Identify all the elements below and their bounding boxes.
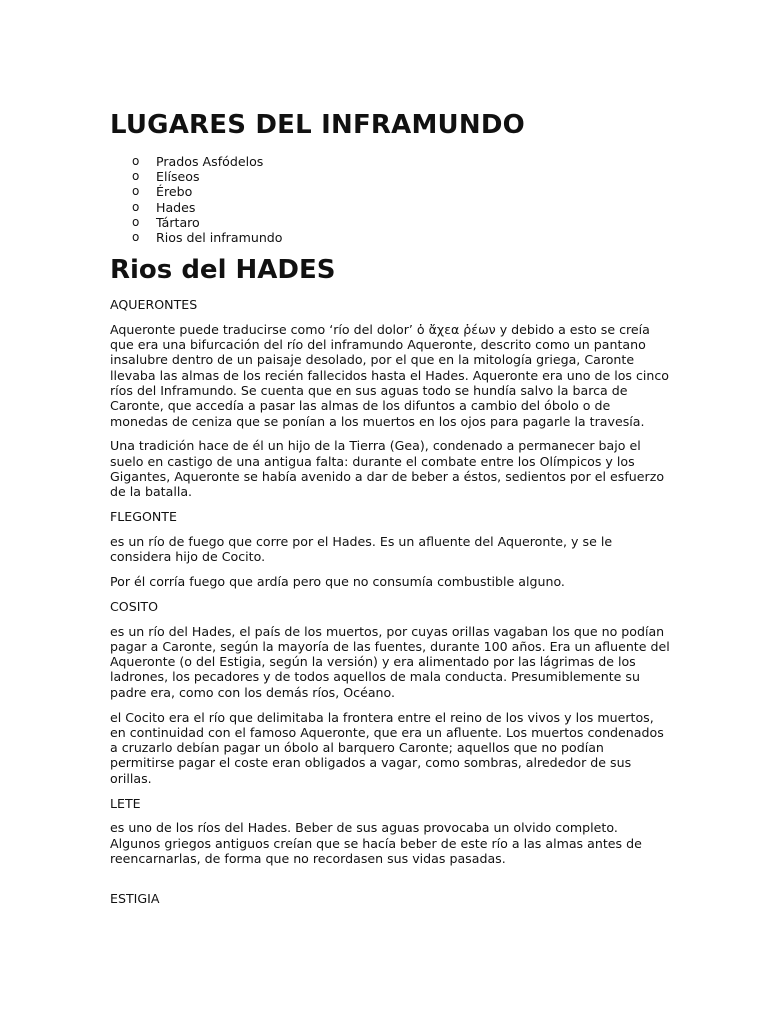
section-title: Rios del HADES — [110, 255, 336, 285]
paragraph: Aqueronte puede traducirse como ‘río del dolor’ ὁ ἄχεα ῥέων y debido a esto se creía que era una bifurcación del río del inframundo Aqueronte, descrito como un pantano insalubre dentro de un paisaje desolado, por el que en la mitología griega, Caronte llevaba las almas de los recién fallecidos hasta el Hades. Aqueronte era uno de los cinco ríos del Inframundo. Se cuenta que en sus aguas todo se hundía salvo la barca de Caronte, que accedía a pasar las almas de los difuntos a cambio del óbolo o de monedas de ceniza que se ponían a los muertos en los ojos para pagarle la travesía. — [110, 321, 670, 429]
bullet-icon: o — [132, 214, 140, 229]
river-label-flegonte: FLEGONTE — [110, 509, 177, 525]
bullet-icon: o — [132, 184, 140, 199]
paragraph: es uno de los ríos del Hades. Beber de sus aguas provocaba un olvido completo. Algunos griegos antiguos creían que se hacía beber de este río a las almas antes de reencarnarlas, de forma que no recordasen sus vidas pasadas. — [110, 820, 642, 866]
bullet-icon: o — [132, 230, 140, 245]
list-item — [110, 184, 283, 199]
river-label-estigia: ESTIGIA — [110, 890, 160, 906]
place-label: Érebo — [156, 184, 193, 200]
place-label: Elíseos — [156, 169, 200, 185]
rivers-section — [110, 297, 670, 916]
list-item — [110, 169, 283, 184]
place-label: Prados Asfódelos — [156, 154, 264, 169]
paragraph: es un río de fuego que corre por el Hades. Es un afluente del Aqueronte, y se le considera hijo de Cocito. — [110, 533, 613, 565]
blank-line — [110, 876, 670, 891]
paragraph: Por él corría fuego que ardía pero que no consumía combustible alguno. — [110, 573, 565, 589]
list-item — [110, 154, 283, 169]
bullet-icon: o — [132, 169, 140, 184]
river-label-aqueronte: AQUERONTES — [110, 297, 198, 312]
list-item — [110, 230, 283, 245]
bullet-icon: o — [132, 154, 140, 168]
place-label: Tártaro — [156, 214, 200, 230]
paragraph: es un río del Hades, el país de los muertos, por cuyas orillas vagaban los que no podían pagar a Caronte, según la mayoría de las fuentes, durante 100 años. Era un afluente del Aqueronte (o del Estigia, según la versión) y era alimentado por las lágrimas de los ladrones, los pecadores y de todos aquellos de mala conducta. Presumiblemente su padre era, como con los demás ríos, Océano. — [110, 623, 670, 700]
river-label-lete: LETE — [110, 795, 141, 811]
list-item — [110, 200, 283, 215]
paragraph: Una tradición hace de él un hijo de la Tierra (Gea), condenado a permanecer bajo el suelo en castigo de una antigua falta: durante el combate entre los Olímpicos y los Gigantes, Aqueronte se había avenido a dar de beber a éstos, sedientos por el esfuerzo de la batalla. — [110, 438, 665, 500]
page-title: LUGARES DEL INFRAMUNDO — [110, 110, 525, 140]
paragraph: el Cocito era el río que delimitaba la frontera entre el reino de los vivos y los muertos, en continuidad con el famoso Aqueronte, que era un afluente. Los muertos condenados a cruzarlo debían pagar un óbolo al barquero Caronte; aquellos que no podían permitirse pagar el coste eran obligados a vagar, como sombras, alrededor de sus orillas. — [110, 709, 664, 786]
place-label: Rios del inframundo — [156, 230, 283, 246]
list-item — [110, 215, 283, 230]
river-label-cosito: COSITO — [110, 598, 159, 614]
places-list — [110, 154, 283, 245]
bullet-icon: o — [132, 199, 140, 214]
place-label: Hades — [156, 199, 196, 215]
